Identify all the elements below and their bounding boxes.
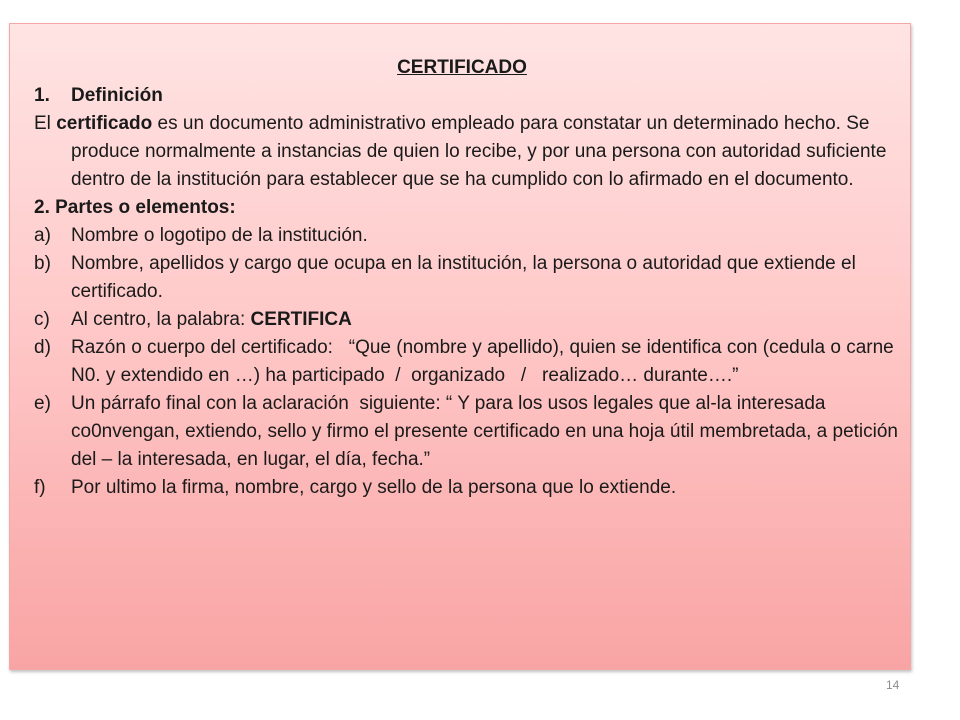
list-marker: d) (34, 337, 51, 358)
list-item (34, 334, 914, 390)
list-item-plain: Nombre o logotipo de la institución. (71, 225, 368, 246)
section-definition-heading (34, 82, 914, 110)
list-item (34, 222, 914, 250)
list-marker: b) (34, 253, 51, 274)
list-item-text (71, 474, 914, 502)
definition-term: certificado (56, 113, 153, 134)
section-heading-text: Definición (71, 85, 163, 106)
list-marker: c) (34, 309, 50, 330)
list-item (34, 474, 914, 502)
document-title: CERTIFICADO (397, 57, 527, 78)
definition-paragraph (34, 110, 914, 194)
list-item-text (71, 222, 914, 250)
definition-text: es un documento administrativo empleado para constatar un determinado hecho. Se produce normalmente a instancias de quien lo recibe, y por una persona con autoridad suficiente dentro de la institución para establecer que se ha cumplido con lo afirmado en el documento. (71, 113, 887, 190)
list-item (34, 250, 914, 306)
document-content (34, 54, 914, 502)
list-item-text (71, 390, 914, 474)
list-item-text (71, 250, 914, 306)
definition-lead: El (34, 113, 57, 134)
section-parts-heading: 2. Partes o elementos: (34, 197, 236, 218)
list-marker: a) (34, 225, 51, 246)
list-item-text (71, 334, 914, 390)
list-item-plain: Un párrafo final con la aclaración siguiente: “ Y para los usos legales que al-la interesada co0nvengan, extiendo, sello y firmo el presente certificado en una hoja útil membretada, a petición del – la interesada, en lugar, el día, fecha.” (71, 393, 904, 470)
list-item (34, 390, 914, 474)
list-marker: e) (34, 393, 51, 414)
content-box (9, 23, 911, 670)
list-item-plain: Al centro, la palabra: (71, 309, 251, 330)
list-item-text (71, 306, 914, 334)
page-number: 14 (886, 678, 900, 692)
list-item-strong: CERTIFICA (250, 309, 352, 330)
list-item-plain: Por ultimo la firma, nombre, cargo y sello de la persona que lo extiende. (71, 477, 677, 498)
list-item (34, 306, 914, 334)
list-item-plain: Razón o cuerpo del certificado: “Que (nombre y apellido), quien se identifica con (cedula o carne N0. y extendido en …) ha participado / organizado / realizado… durante….” (71, 337, 900, 386)
list-marker: f) (34, 477, 46, 498)
list-item-plain: Nombre, apellidos y cargo que ocupa en la institución, la persona o autoridad que extiende el certificado. (71, 253, 862, 302)
section-number: 1. (34, 85, 50, 106)
